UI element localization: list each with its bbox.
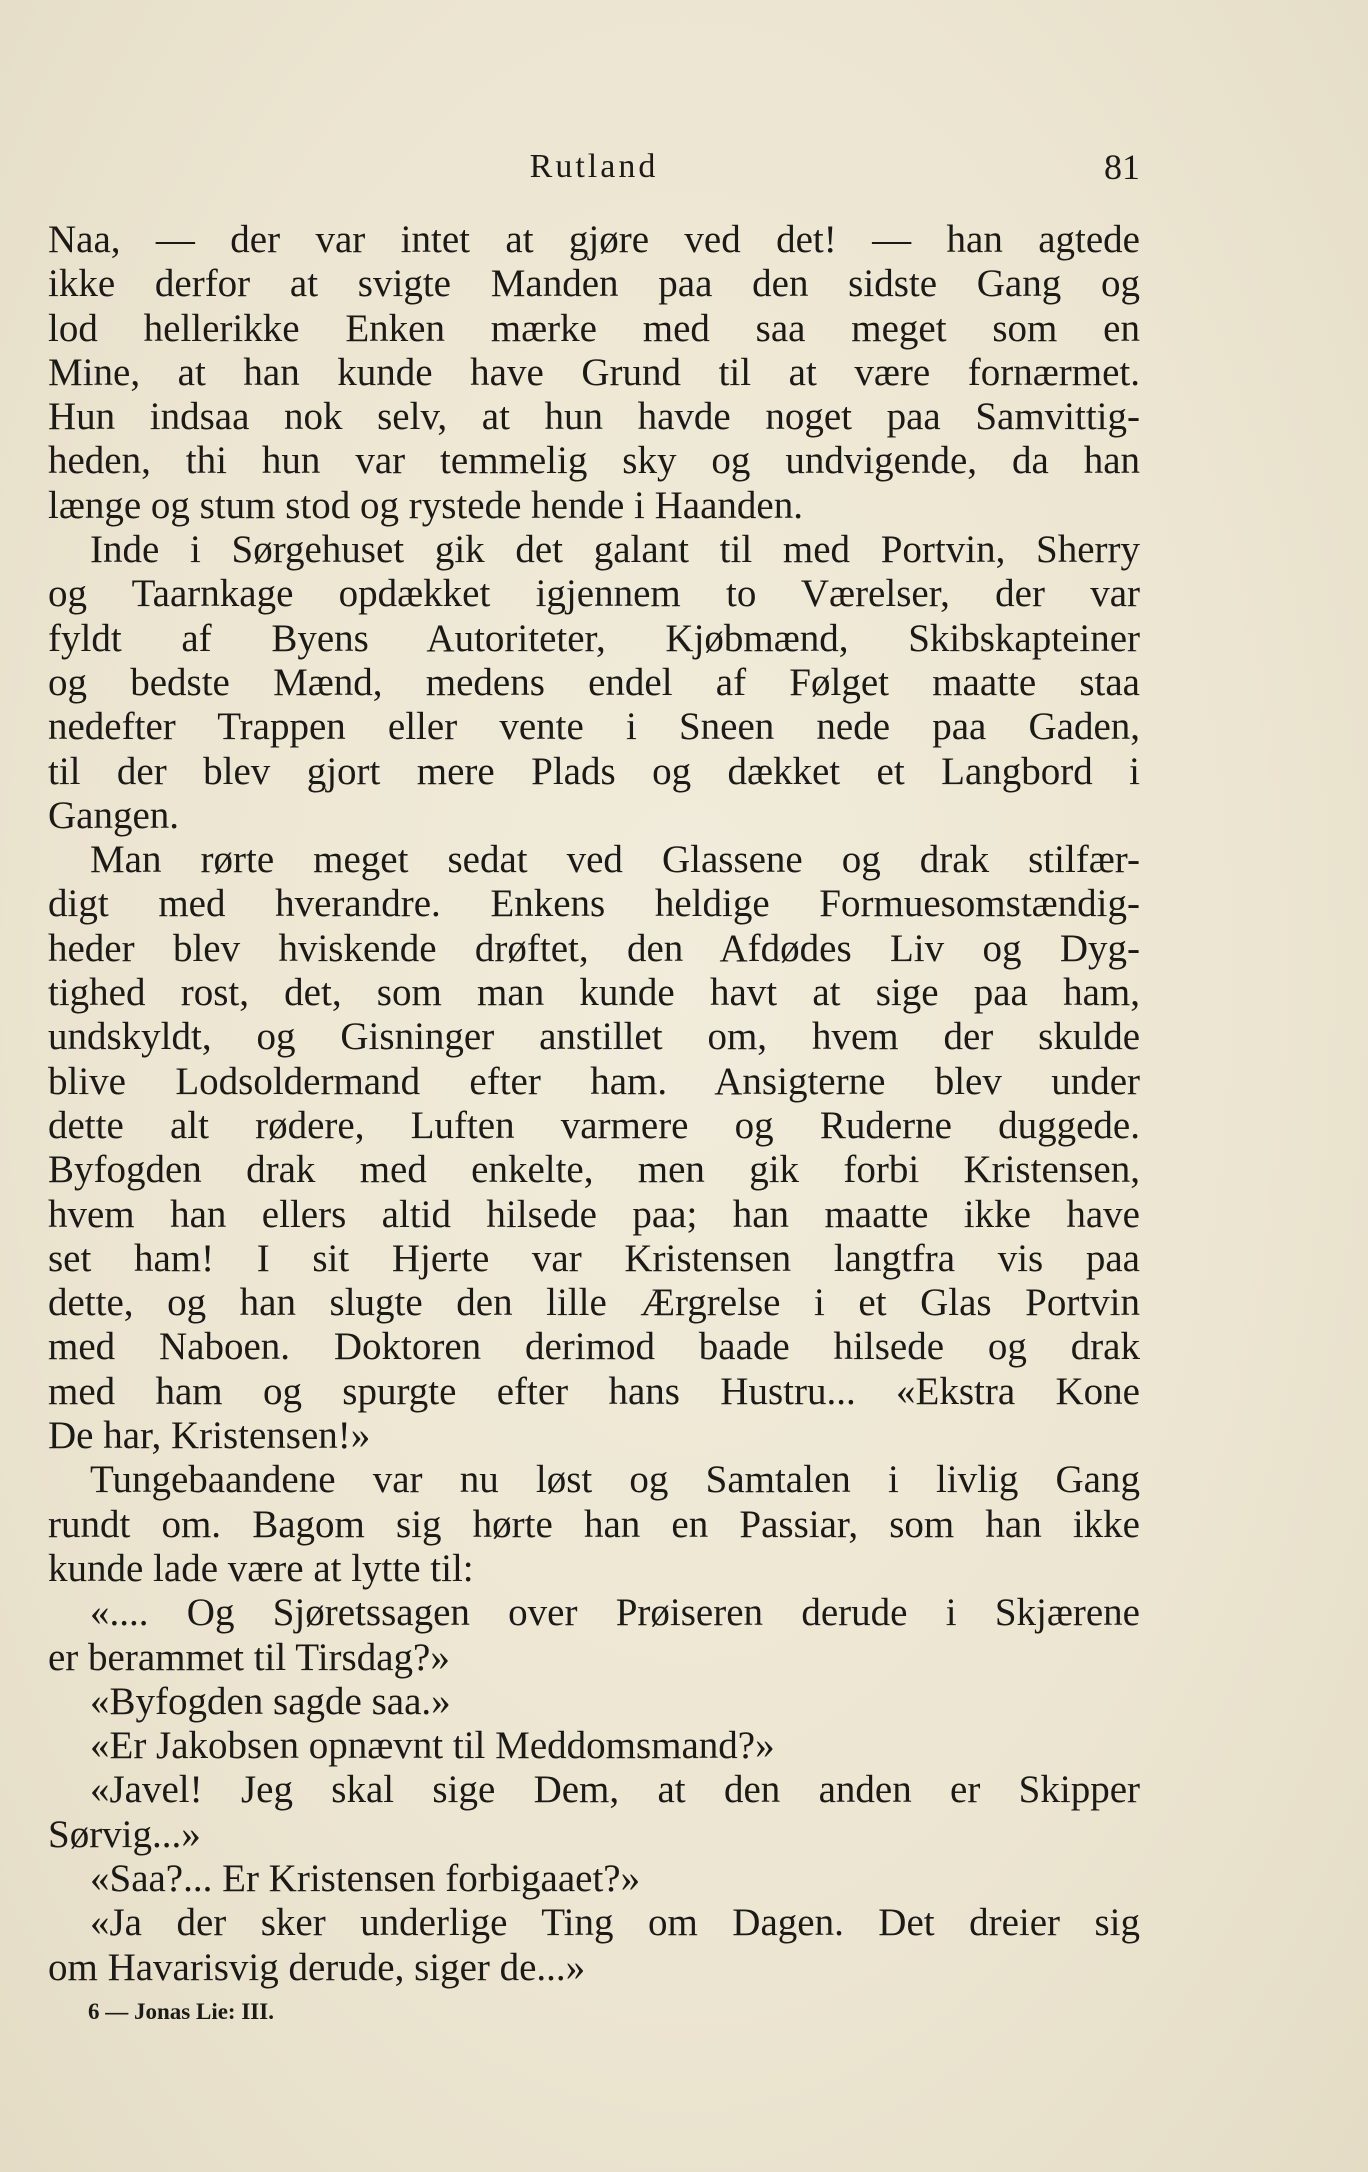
- text-line: dette alt rødere, Luften varmere og Ruderne duggede.: [48, 1103, 1140, 1147]
- text-line: kunde lade være at lytte til:: [48, 1546, 474, 1590]
- text-line: og bedste Mænd, medens endel af Følget maatte staa: [48, 660, 1140, 704]
- text-line: «Byfogden sagde saa.»: [90, 1679, 451, 1723]
- text-line: «.... Og Sjøretssagen over Prøiseren derude i Skjærene: [90, 1591, 1140, 1635]
- text-line: heder blev hviskende drøftet, den Afdødes Liv og Dyg-: [48, 926, 1140, 970]
- page-number: 81: [1104, 147, 1140, 187]
- text-line: dette, og han slugte den lille Ærgrelse i et Glas Portvin: [48, 1281, 1140, 1325]
- text-line: med ham og spurgte efter hans Hustru... «Ekstra Kone: [48, 1369, 1140, 1413]
- text-line: Hun indsaa nok selv, at hun havde noget paa Samvittig-: [48, 395, 1140, 439]
- text-line: digt med hverandre. Enkens heldige Formuesomstændig-: [48, 882, 1140, 926]
- text-line: Inde i Sørgehuset gik det galant til med Portvin, Sherry: [90, 528, 1140, 572]
- text-line: blive Lodsoldermand efter ham. Ansigterne blev under: [48, 1059, 1140, 1103]
- text-line: «Saa?... Er Kristensen forbigaaet?»: [90, 1856, 641, 1900]
- text-line: om Havarisvig derude, siger de...»: [48, 1945, 586, 1989]
- text-line: Mine, at han kunde have Grund til at være fornærmet.: [48, 350, 1140, 394]
- text-line: Naa, — der var intet at gjøre ved det! — han agtede: [48, 218, 1140, 261]
- text-line: Man rørte meget sedat ved Glassene og drak stilfær-: [90, 838, 1140, 882]
- text-line: De har, Kristensen!»: [48, 1414, 371, 1458]
- text-line: undskyldt, og Gisninger anstillet om, hvem der skulde: [48, 1015, 1140, 1059]
- text-line: fyldt af Byens Autoriteter, Kjøbmænd, Skibskapteiner: [48, 616, 1140, 660]
- text-line: med Naboen. Doktoren derimod baade hilsede og drak: [48, 1325, 1140, 1369]
- text-line: Byfogden drak med enkelte, men gik forbi Kristensen,: [48, 1148, 1140, 1192]
- text-line: og Taarnkage opdækket igjennem to Værelser, der var: [48, 572, 1140, 616]
- text-line: lod hellerikke Enken mærke med saa meget som en: [48, 306, 1140, 350]
- body-text: [48, 218, 1140, 1990]
- text-line: er berammet til Tirsdag?»: [48, 1635, 450, 1679]
- running-head: Rutland: [529, 148, 659, 185]
- signature-mark: 6 — Jonas Lie: III.: [88, 1999, 274, 2024]
- page-header: [48, 142, 1140, 192]
- text-line: nedefter Trappen eller vente i Sneen nede paa Gaden,: [48, 705, 1140, 749]
- text-line: Tungebaandene var nu løst og Samtalen i livlig Gang: [90, 1458, 1140, 1502]
- text-line: «Javel! Jeg skal sige Dem, at den anden er Skipper: [90, 1768, 1140, 1812]
- text-line: set ham! I sit Hjerte var Kristensen langtfra vis paa: [48, 1236, 1140, 1280]
- text-line: hvem han ellers altid hilsede paa; han maatte ikke have: [48, 1192, 1140, 1236]
- text-line: «Er Jakobsen opnævnt til Meddomsmand?»: [90, 1724, 775, 1768]
- text-line: rundt om. Bagom sig hørte han en Passiar, som han ikke: [48, 1502, 1140, 1546]
- text-line: ikke derfor at svigte Manden paa den sidste Gang og: [48, 262, 1140, 306]
- text-line: Sørvig...»: [48, 1812, 201, 1856]
- text-line: tighed rost, det, som man kunde havt at sige paa ham,: [48, 971, 1140, 1015]
- text-line: længe og stum stod og rystede hende i Haanden.: [48, 483, 803, 527]
- text-line: heden, thi hun var temmelig sky og undvigende, da han: [48, 439, 1140, 483]
- text-line: «Ja der sker underlige Ting om Dagen. Det dreier sig: [90, 1901, 1140, 1945]
- text-line: til der blev gjort mere Plads og dækket et Langbord i: [48, 749, 1140, 793]
- text-line: Gangen.: [48, 793, 180, 837]
